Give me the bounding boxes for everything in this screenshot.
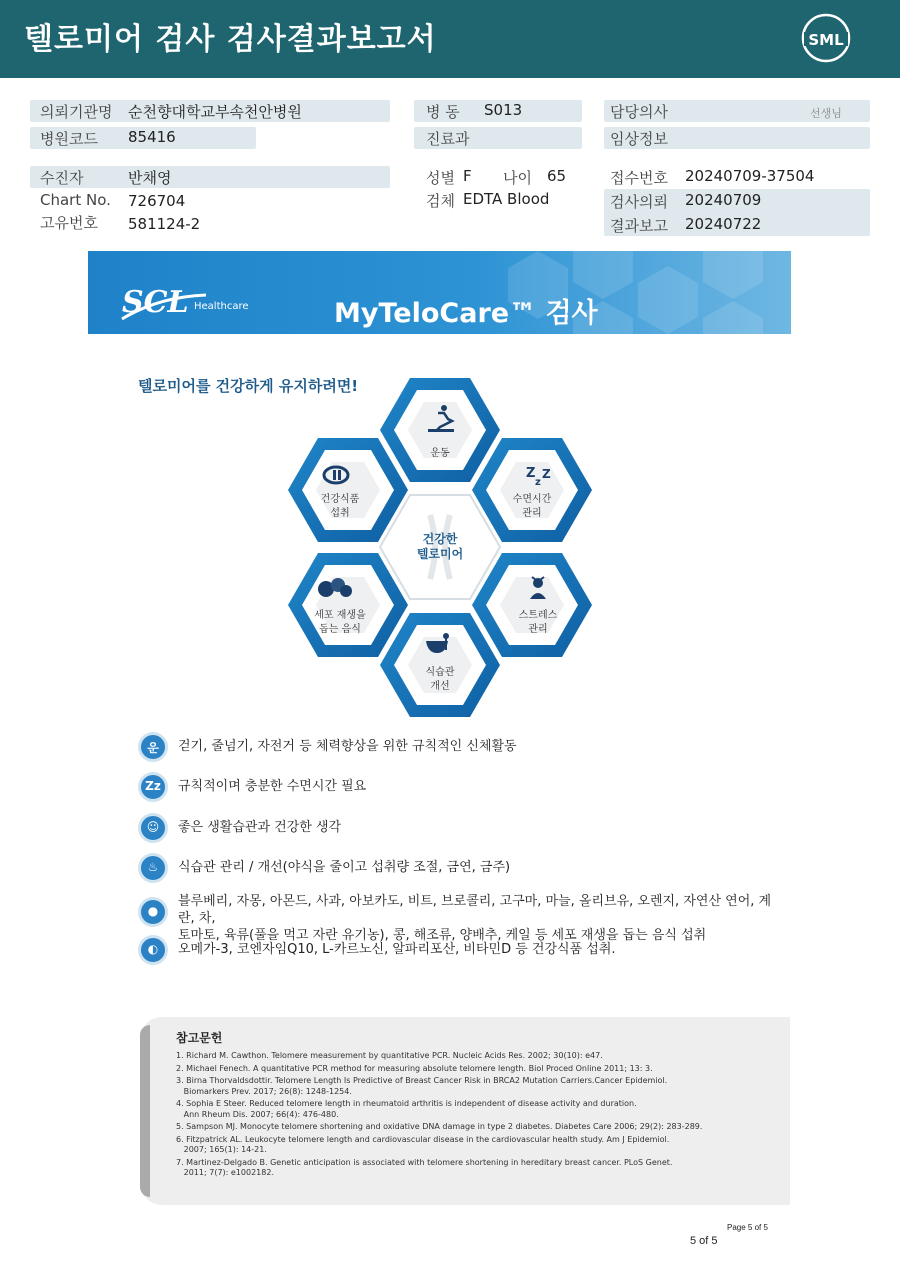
report-value: 20240722 — [685, 215, 762, 233]
tip-text: 식습관 관리 / 개선(야식을 줄이고 섭취량 조절, 금연, 금주) — [178, 860, 511, 875]
hex-label-sleep: 수면시간 관리 — [512, 494, 552, 519]
hex-upper-left — [288, 438, 408, 542]
receipt-value: 20240709-37504 — [685, 167, 815, 185]
references-box — [140, 1017, 790, 1205]
scl-logo-sub: Healthcare — [194, 301, 249, 312]
reference-item: 4. Sophia E Steer. Reduced telomere length in rheumatoid arthritis is independent of disease activity and duration. Ann Rheum Dis. 2007; 66(4): 476-480. — [176, 1099, 637, 1119]
svg-text:SML: SML — [808, 31, 844, 49]
specimen-value: EDTA Blood — [463, 190, 550, 208]
id-value: 581124-2 — [128, 215, 201, 233]
tip-food — [138, 893, 778, 943]
tip-supplement — [138, 935, 778, 969]
hex-label-food: 세포 재생을 돕는 음식 — [314, 610, 366, 635]
svg-text:Z: Z — [526, 466, 536, 481]
patient-bar — [30, 166, 390, 188]
reference-item: 6. Fitzpatrick AL. Leukocyte telomere length and cardiovascular disease in the cardiovascular health study. Am J Epidemiol. 2007; 165(1): 14-21. — [176, 1134, 670, 1154]
tip-sleep — [138, 772, 778, 806]
banner-title: MyTeloCare™ 검사 — [334, 298, 598, 329]
tip-text: 오메가-3, 코엔자임Q10, L-카르노신, 알파리포산, 비타민D 등 건강식품 섭취. — [178, 942, 616, 957]
patient-label: 수진자 — [40, 169, 84, 187]
hex-label-diet: 식습관 개선 — [425, 667, 455, 692]
dept-label: 진료과 — [426, 130, 470, 148]
reference-item: 3. Birna Thorvaldsdottir. Telomere Length Is Predictive of Breast Cancer Risk in BRCA2 Mutation Carriers.Cancer Epidemiol. Biomarkers Prev. 2017; 26(8): 1248-1254. — [176, 1076, 668, 1096]
ward-value: S013 — [484, 101, 523, 119]
tip-text: 블루베리, 자몽, 아몬드, 사과, 아보카도, 비트, 브로콜리, 고구마, 마늘, 올리브유, 오렌지, 자연산 연어, 계란, 차, 토마토, 육류(풀을 먹고 자란 유기농), 콩, 해조류, 양배추, 케일 등 세포 재생을 돕는 음식 섭취 — [178, 894, 772, 943]
hex-center-label: 건강한 텔로미어 — [416, 532, 464, 561]
vegetable-icon: ● — [138, 897, 168, 927]
request-value: 20240709 — [685, 191, 762, 209]
scl-logo: SCL — [122, 285, 189, 320]
mytelocare-banner — [88, 251, 791, 334]
report-title: 텔로미어 검사 검사결과보고서 — [24, 22, 437, 57]
stress-icon: ☺ — [138, 813, 168, 843]
institution-value: 순천향대학교부속천안병원 — [128, 103, 302, 121]
institution-label: 의뢰기관명 — [40, 103, 113, 121]
tip-stress — [138, 813, 778, 847]
receipt-label: 접수번호 — [610, 169, 668, 187]
reference-item: 5. Sampson MJ. Monocyte telomere shortening and oxidative DNA damage in type 2 diabetes. Diabetes Care 2006; 29(2): 283-289. — [176, 1122, 703, 1131]
hex-upper-right — [472, 438, 592, 542]
report-label: 결과보고 — [610, 217, 668, 235]
hospital-code-value: 85416 — [128, 128, 176, 146]
sml-logo-icon — [800, 12, 852, 64]
hex-diagram — [272, 375, 608, 721]
sleep-icon: Zz — [138, 772, 168, 802]
hex-label-supplement: 건강식품 섭취 — [320, 494, 360, 519]
ward-label: 병 동 — [426, 103, 460, 121]
running-icon: 운 — [138, 732, 168, 762]
doctor-suffix: 선생님 — [810, 107, 842, 120]
fish-icon: ◐ — [138, 935, 168, 965]
tip-text: 걷기, 줄넘기, 자전거 등 체력향상을 위한 규칙적인 신체활동 — [178, 739, 517, 754]
references-list — [176, 1051, 776, 1181]
bowl-icon: ♨ — [138, 853, 168, 883]
tip-text: 좋은 생활습관과 건강한 생각 — [178, 820, 342, 835]
request-label: 검사의뢰 — [610, 193, 668, 211]
svg-text:Z: Z — [542, 467, 551, 481]
reference-item: 1. Richard M. Cawthon. Telomere measurement by quantitative PCR. Nucleic Acids Res. 2002; 30(10): e47. — [176, 1051, 603, 1060]
hex-label-exercise: 운동 — [430, 448, 450, 459]
hex-lower-right — [472, 553, 592, 657]
tip-text: 규칙적이며 충분한 수면시간 필요 — [178, 779, 367, 794]
reference-item: 2. Michael Fenech. A quantitative PCR method for measuring absolute telomere length. Biol Proced Online 2011; 13: 3. — [176, 1063, 653, 1073]
page-number: 5 of 5 — [690, 1235, 718, 1247]
chart-label: Chart No. — [40, 191, 111, 209]
hex-lower-left — [288, 553, 408, 657]
hex-diagram-title: 텔로미어를 건강하게 유지하려면! — [138, 377, 359, 395]
age-value: 65 — [547, 167, 567, 185]
sex-value: F — [463, 167, 472, 185]
patient-value: 반채영 — [128, 169, 172, 187]
hex-label-stress: 스트레스 관리 — [518, 610, 558, 635]
specimen-label: 검체 — [426, 192, 455, 210]
tip-exercise — [138, 732, 778, 766]
references-title: 참고문헌 — [176, 1031, 223, 1045]
age-label: 나이 — [503, 169, 532, 187]
chart-value: 726704 — [128, 192, 186, 210]
clinical-label: 임상정보 — [610, 130, 668, 148]
id-label: 고유번호 — [40, 214, 98, 232]
hex-bottom — [380, 613, 500, 717]
tip-diet — [138, 853, 778, 887]
report-header — [0, 0, 900, 78]
sex-label: 성별 — [426, 169, 455, 187]
svg-text:z: z — [535, 477, 541, 488]
references-accent-bar — [140, 1025, 150, 1197]
hospital-code-label: 병원코드 — [40, 130, 98, 148]
page-number-small: Page 5 of 5 — [727, 1223, 768, 1232]
reference-item: 7. Martinez-Delgado B. Genetic anticipation is associated with telomere shortening in hereditary breast cancer. PLoS Genet. 2011; 7(7): e1002182. — [176, 1157, 673, 1177]
doctor-label: 담당의사 — [610, 103, 668, 121]
